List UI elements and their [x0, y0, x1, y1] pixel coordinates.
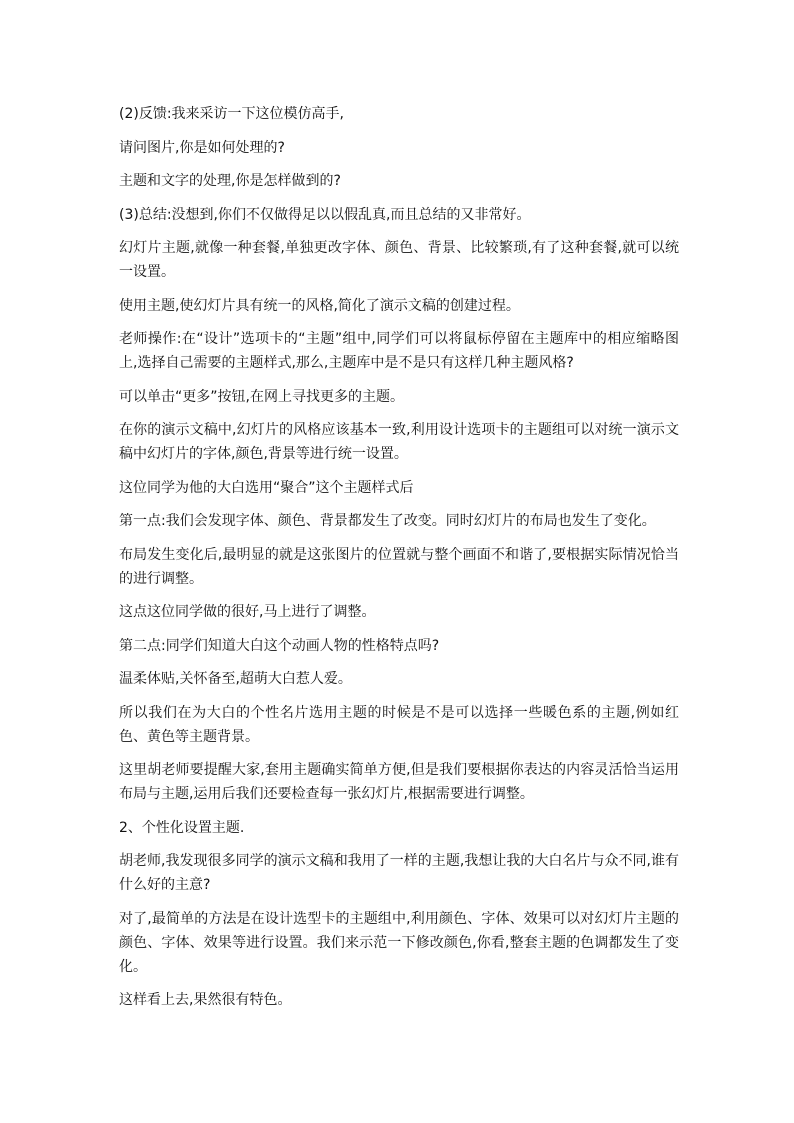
paragraph-point-two: 第二点:同学们知道大白这个动画人物的性格特点吗?: [119, 637, 440, 654]
paragraph-conclusion: 这样看上去,果然很有特色。: [119, 992, 292, 1008]
paragraph-question-theme-text: 主题和文字的处理,你是怎样做到的?: [119, 173, 341, 189]
paragraph-feedback-heading: (2)反馈:我来采访一下这位模仿高手,: [119, 106, 344, 122]
paragraph-baymax-traits: 温柔体贴,关怀备至,超萌大白惹人爱。: [119, 671, 352, 687]
paragraph-point-one: 第一点:我们会发现字体、颜色、背景都发生了改变。同时幻灯片的布局也发生了变化。: [119, 513, 656, 529]
paragraph-more-button: 可以单击“更多”按钮,在网上寻找更多的主题。: [119, 388, 404, 405]
paragraph-section-personalize: 2、个性化设置主题.: [119, 819, 245, 836]
paragraph-simple-method: 对了,最简单的方法是在设计选型卡的主题组中,利用颜色、字体、效果可以对幻灯片主题的颜色、字体、效果等进行设置。我们来示范一下修改颜色,你看,整套主题的色调都发生了变化。: [119, 910, 679, 975]
paragraph-layout-change: 布局发生变化后,最明显的就是这张图片的位置就与整个画面不和谐了,要根据实际情况恰当的进行调整。: [119, 546, 679, 587]
paragraph-warm-colors: 所以我们在为大白的个性名片选用主题的时候是不是可以选择一些暖色系的主题,例如红色、黄色等主题背景。: [119, 704, 679, 745]
document-body: [119, 102, 679, 1022]
paragraph-adjusted: 这点这位同学做的很好,马上进行了调整。: [119, 604, 376, 620]
paragraph-teacher-operation: 老师操作:在“设计”选项卡的“主题”组中,同学们可以将鼠标停留在主题库中的相应缩略图上,选择自己需要的主题样式,那么,主题库中是不是只有这样几种主题风格?: [119, 331, 679, 371]
paragraph-design-tab: 在你的演示文稿中,幻灯片的风格应该基本一致,利用设计选项卡的主题组可以对统一演示文稿中幻灯片的字体,颜色,背景等进行统一设置。: [119, 422, 679, 462]
paragraph-convergence-theme: 这位同学为他的大白选用“聚合”这个主题样式后: [119, 479, 414, 496]
paragraph-teacher-reminder: 这里胡老师要提醒大家,套用主题确实简单方便,但是我们要根据你表达的内容灵活恰当运用布局与主题,运用后我们还要检查每一张幻灯片,根据需要进行调整。: [119, 762, 679, 802]
paragraph-theme-unified-style: 使用主题,使幻灯片具有统一的风格,简化了演示文稿的创建过程。: [119, 297, 520, 314]
paragraph-student-question: 胡老师,我发现很多同学的演示文稿和我用了一样的主题,我想让我的大白名片与众不同,谁有什么好的主意?: [119, 853, 679, 893]
paragraph-theme-package: 幻灯片主题,就像一种套餐,单独更改字体、颜色、背景、比较繁琐,有了这种套餐,就可以统一设置。: [119, 240, 679, 280]
paragraph-question-images: 请问图片,你是如何处理的?: [119, 139, 285, 156]
paragraph-summary-heading: (3)总结:没想到,你们不仅做得足以以假乱真,而且总结的又非常好。: [119, 206, 531, 223]
